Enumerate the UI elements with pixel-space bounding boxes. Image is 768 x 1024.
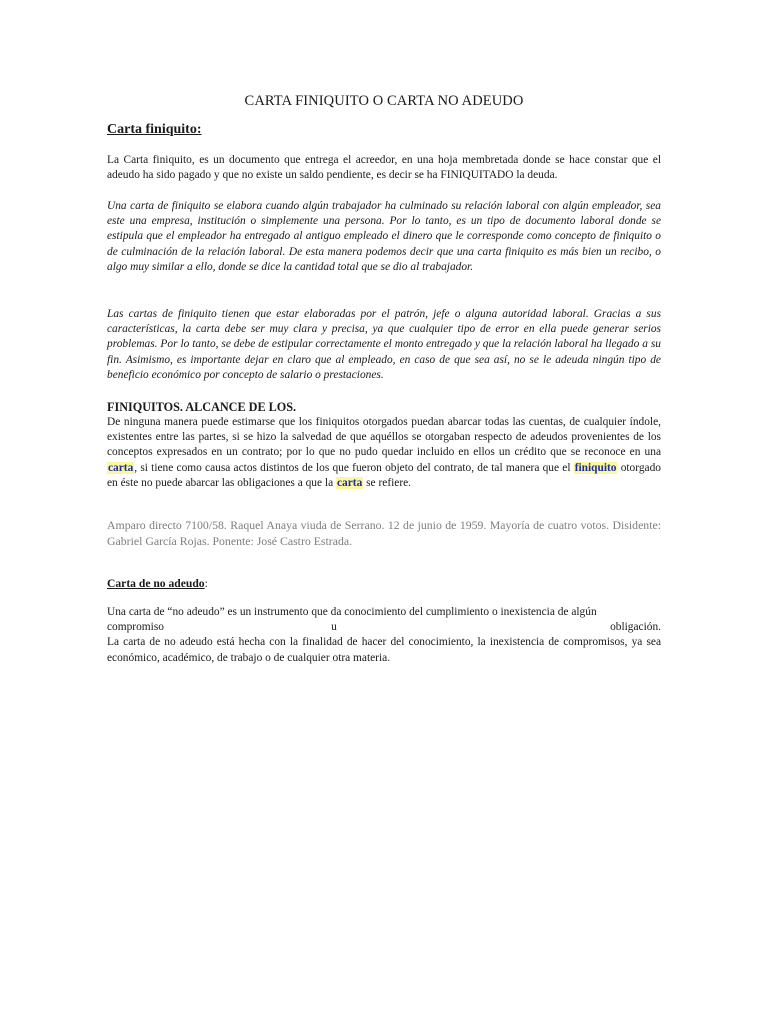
section-heading-carta-finiquito: Carta finiquito: xyxy=(107,122,202,137)
paragraph-finiquitos-alcance xyxy=(107,415,661,491)
heading-colon: : xyxy=(204,577,208,590)
highlight-carta: carta xyxy=(336,476,363,489)
text-segment: otorgado en éste no puede abarcar las obligaciones a que la xyxy=(107,461,661,489)
paragraph-carta-finiquito-definition: La Carta finiquito, es un documento que entrega el acreedor, en una hoja membretada donde se hace constar que el adeudo ha sido pagado y que no existe un saldo pendiente, es decir se ha FINIQUITADO la deuda. xyxy=(107,154,661,182)
paragraph-no-adeudo xyxy=(107,605,661,666)
citation-amparo: Amparo directo 7100/58. Raquel Anaya viuda de Serrano. 12 de junio de 1959. Mayoría de cuatro votos. Disidente: Gabriel García Rojas. Ponente: José Castro Estrada. xyxy=(107,518,661,548)
paragraph-line: Una carta de “no adeudo” es un instrumento que da conocimiento del cumplimiento o inexistencia de algún xyxy=(107,606,597,618)
section-heading-finiquitos-alcance: FINIQUITOS. ALCANCE DE LOS. xyxy=(107,400,297,414)
paragraph-line: La carta de no adeudo está hecha con la finalidad de hacer del conocimiento, la inexistencia de compromisos, ya sea económico, académico, de trabajo o de cualquier otra materia. xyxy=(107,636,661,664)
section-heading-no-adeudo xyxy=(107,577,208,590)
highlight-carta: carta xyxy=(108,461,134,474)
highlight-finiquito: finiquito xyxy=(574,461,617,474)
word-obligacion: obligación. xyxy=(610,621,661,634)
text-segment: De ninguna manera puede estimarse que los finiquitos otorgados puedan abarcar todas las cuentas, de cualquier índole, existentes entre las partes, si se hizo la salvedad de que aquéllos se otorgaban respecto de adeudos provenientes de los conceptos expresados en un contrato; por lo que no pudo quedar incluido en ellos un crédito que se reconoce en una xyxy=(107,416,661,459)
text-segment: , si tiene como causa actos distintos de los que fueron objeto del contrato, de tal manera que el xyxy=(134,461,574,474)
word-u: u xyxy=(331,621,337,634)
paragraph-carta-finiquito-requirements: Las cartas de finiquito tienen que estar elaboradas por el patrón, jefe o alguna autoridad laboral. Gracias a sus características, la carta debe ser muy clara y precisa, ya que cualquier tipo de error en ella puede generar serios problemas. Por lo tanto, se debe de estipular correctamente el monto entregado y que la relación laboral ha llegado a su fin. Asimismo, es importante dejar en claro que al empleado, en caso de que sea así, no se le adeuda ningún tipo de beneficio económico por concepto de salario o prestaciones. xyxy=(107,308,661,381)
paragraph-line-justified xyxy=(107,620,661,635)
text-segment: se refiere. xyxy=(363,476,412,489)
paragraph-carta-finiquito-elaboration: Una carta de finiquito se elabora cuando algún trabajador ha culminado su relación laboral con algún empleador, sea este una empresa, institución o simplemente una persona. Por lo tanto, es un tipo de documento laboral donde se estipula que el empleador ha entregado al antiguo empleado el dinero que le corresponde como concepto de finiquito o de culminación de la relación laboral. De esta manera podemos decir que una carta finiquito es más bien un recibo, o algo muy similar a ello, donde se dice la cantidad total que se dio al trabajador. xyxy=(107,200,661,273)
heading-text: Carta de no adeudo xyxy=(107,577,205,590)
document-title: CARTA FINIQUITO O CARTA NO ADEUDO xyxy=(244,93,524,109)
word-compromiso: compromiso xyxy=(107,621,164,634)
